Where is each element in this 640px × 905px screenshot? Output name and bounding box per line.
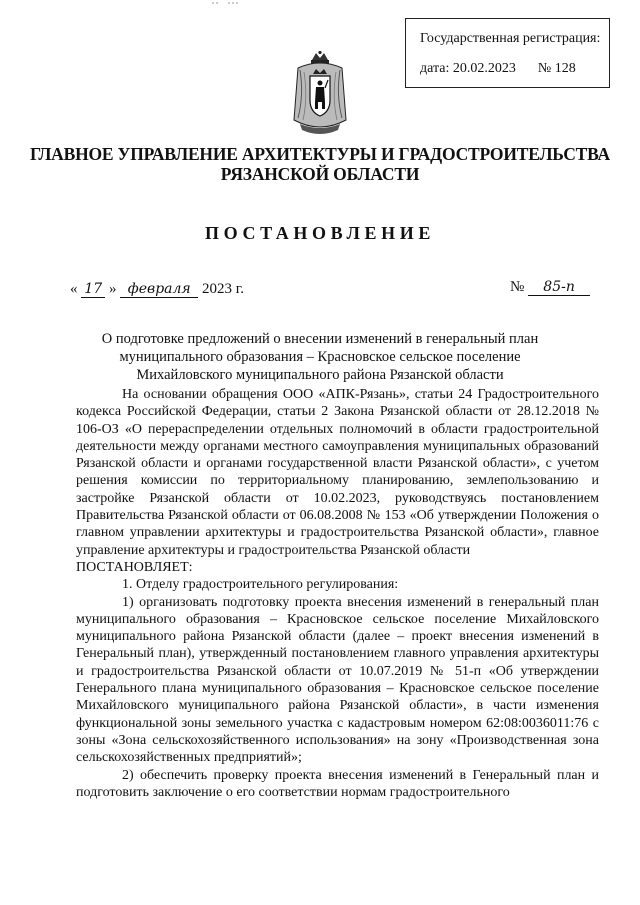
document-type-heading: ПОСТАНОВЛЕНИЕ (205, 223, 435, 243)
subitem-2: 2) обеспечить проверку проекта внесения изменений в Генеральный план и подготовить заключение о его соответствии нормам градостроительного (76, 767, 599, 800)
subject-line2: муниципального образования – Красновское сельское поселение (119, 349, 521, 365)
registration-label: Государственная регистрация: (420, 31, 601, 46)
document-number-prefix: № (510, 279, 525, 295)
preamble-paragraph: На основании обращения ООО «АПК-Рязань», статьи 24 Градостроительного кодекса Российской Федерации, статьи 2 Закона Рязанской области от 28.12.2018 № 106-ОЗ «О перераспределении отдельных полномочий в области градостроительной деятельности между органами местного самоуправления муниципальных образований Рязанской области и органами государственной власти Рязанской области», с учетом решения комиссии по территориальному планированию, землепользованию и застройке Рязанской области от 10.02.2023, руководствуясь постановлением Правительства Рязанской области от 06.08.2008 № 153 «Об утверждении Положения о главном управлении архитектуры и градостроительства Рязанской области», главное управление архитектуры и градостроительства Рязанской области (76, 387, 599, 558)
subject-line3: Михайловского муниципального района Рязанской области (136, 367, 504, 383)
organization-title-line2: РЯЗАНСКОЙ ОБЛАСТИ (220, 164, 420, 184)
date-year: 2023 г. (202, 281, 244, 297)
date-month: февраля (120, 281, 198, 298)
document-body (76, 386, 599, 801)
ryazan-coat-of-arms-icon (290, 50, 350, 140)
document-number (510, 279, 590, 296)
registration-number: № 128 (537, 61, 576, 76)
subitem-1: 1) организовать подготовку проекта внесения изменений в генеральный план муниципального образования – Красновское сельское поселение Михайловского муниципального района Рязанской области (далее – проект внесения изменений в Генеральный план), утвержденный постановлением главного управления архитектуры и градостроительства Рязанской области от 10.07.2019 № 51-п «Об утверждении Генерального плана муниципального образования – Красновское сельское поселение Михайловского муниципального района Рязанской области», в части изменения функциональной зоны земельного участка с кадастровым номером 62:08:0036011:76 с зоны «Зона сельскохозяйственного использования» на зону «Производственная зона сельскохозяйственных предприятий»; (76, 594, 599, 766)
document-date (70, 281, 244, 298)
registration-stamp (405, 18, 610, 88)
document-subject (60, 330, 580, 384)
organization-title-line1: ГЛАВНОЕ УПРАВЛЕНИЕ АРХИТЕКТУРЫ И ГРАДОСТРОИТЕЛЬСТВА (30, 144, 610, 164)
organization-title (30, 144, 610, 184)
scan-artifact (210, 0, 250, 6)
subject-line1: О подготовке предложений о внесении изменений в генеральный план (101, 331, 539, 347)
item-1: 1. Отделу градостроительного регулирования: (122, 577, 399, 593)
decree-word: ПОСТАНОВЛЯЕТ: (76, 559, 193, 575)
registration-date: дата: 20.02.2023 (420, 61, 516, 76)
document-number-value: 85-п (528, 279, 590, 296)
date-day: 17 (81, 281, 105, 298)
date-close-quote: » (109, 281, 117, 297)
date-open-quote: « (70, 281, 78, 297)
